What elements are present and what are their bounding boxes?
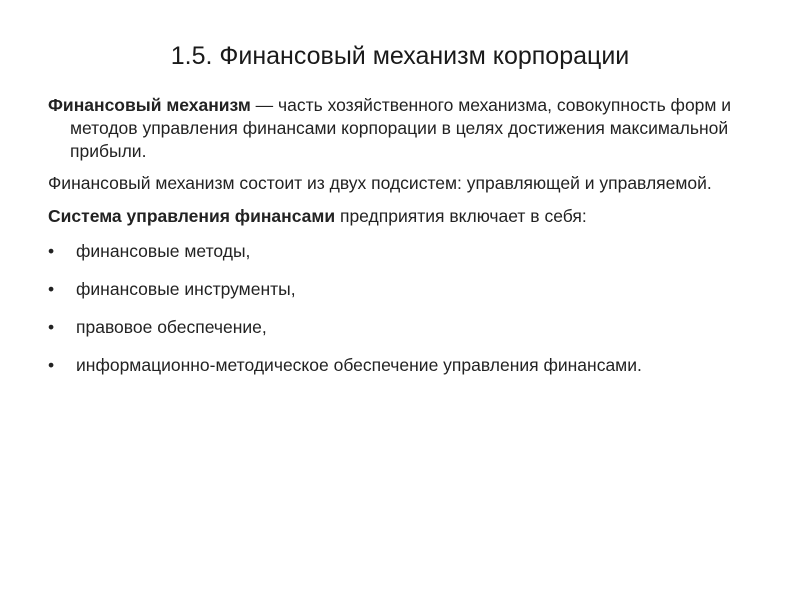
list-item-text: информационно-методическое обеспечение управления финансами. bbox=[76, 355, 642, 375]
definition-paragraph bbox=[48, 94, 768, 163]
system-term: Система управления финансами bbox=[48, 206, 336, 226]
subsystems-paragraph bbox=[48, 172, 768, 195]
bullet-icon: • bbox=[48, 355, 55, 375]
list-item bbox=[48, 240, 768, 263]
components-list bbox=[48, 240, 768, 377]
definition-text: — часть хозяйственного механизма, совокупность форм и методов управления финансами корпорации в целях достижения максимальной прибыли. bbox=[70, 95, 732, 161]
list-item-text: финансовые инструменты, bbox=[76, 279, 296, 299]
system-text: предприятия включает в себя: bbox=[335, 206, 587, 226]
list-item bbox=[48, 316, 768, 339]
slide-body bbox=[48, 94, 768, 392]
bullet-icon: • bbox=[48, 279, 55, 299]
list-item bbox=[48, 278, 768, 301]
list-item-text: правовое обеспечение, bbox=[76, 317, 267, 337]
system-paragraph bbox=[48, 205, 768, 228]
subsystems-text: Финансовый механизм состоит из двух подсистем: управляющей и управляемой. bbox=[48, 173, 712, 193]
list-item bbox=[48, 354, 768, 377]
list-item-text: финансовые методы, bbox=[76, 241, 251, 261]
bullet-icon: • bbox=[48, 317, 55, 337]
definition-term: Финансовый механизм bbox=[48, 95, 251, 115]
bullet-icon: • bbox=[48, 241, 55, 261]
slide-title: 1.5. Финансовый механизм корпорации bbox=[170, 42, 630, 70]
